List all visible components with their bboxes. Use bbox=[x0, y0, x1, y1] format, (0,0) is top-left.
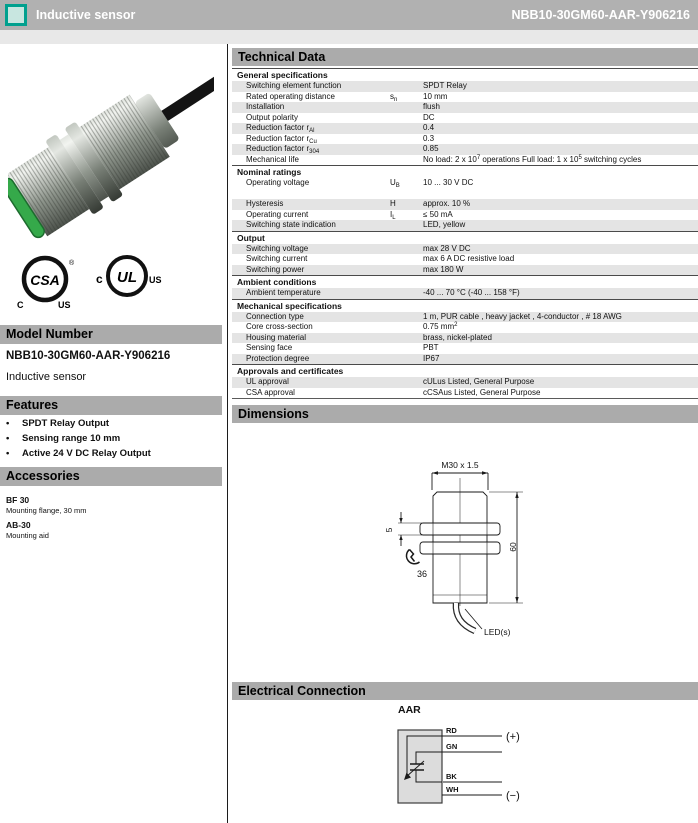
csa-c-label: C bbox=[17, 300, 24, 310]
spec-symbol bbox=[390, 288, 423, 299]
accessory-name: BF 30 bbox=[6, 495, 30, 505]
spec-row bbox=[232, 102, 698, 113]
spec-symbol bbox=[390, 265, 423, 276]
spec-value: LED, yellow bbox=[423, 220, 466, 229]
feature-text: Active 24 V DC Relay Output bbox=[22, 448, 151, 459]
spec-row bbox=[232, 377, 698, 388]
sidebar bbox=[0, 44, 222, 823]
brand-square-icon bbox=[5, 4, 27, 26]
spec-symbol: $U_B$ bbox=[390, 178, 400, 189]
spec-symbol bbox=[390, 81, 423, 92]
spec-symbol: $s_n$ bbox=[390, 91, 398, 103]
spec-label: Reduction factor $r_{304}$ bbox=[246, 144, 320, 155]
spec-label: Switching current bbox=[246, 254, 308, 263]
wiring-diagram bbox=[232, 716, 698, 820]
spec-label: Ambient temperature bbox=[246, 288, 321, 297]
spec-label: Sensing face bbox=[246, 343, 293, 352]
accessory-desc: Mounting flange, 30 mm bbox=[6, 506, 87, 515]
spec-value: IP67 bbox=[423, 353, 440, 363]
feature-item bbox=[6, 419, 218, 429]
spec-section-title: Ambient conditions bbox=[232, 275, 698, 288]
spec-section-title: General specifications bbox=[232, 68, 698, 81]
spec-symbol bbox=[390, 102, 423, 113]
spec-value bbox=[423, 189, 698, 200]
accessory-name: AB-30 bbox=[6, 520, 31, 530]
spec-label: Reduction factor $r_{Cu}$ bbox=[246, 133, 317, 145]
terminal-negative-label: (−) bbox=[506, 790, 520, 802]
spec-row bbox=[232, 199, 698, 210]
spec-symbol bbox=[390, 377, 423, 388]
wrench-size-label: 36 bbox=[417, 569, 428, 579]
thread-dimension-label: M30 x 1.5 bbox=[441, 460, 479, 470]
wire-label-rd: RD bbox=[446, 726, 457, 735]
spec-label: Output polarity bbox=[246, 112, 299, 122]
spec-value: flush bbox=[423, 102, 440, 111]
spec-row bbox=[232, 144, 698, 155]
spec-label: Reduction factor $r_{Al}$ bbox=[246, 123, 315, 134]
spec-value: 0.85 bbox=[423, 144, 439, 153]
model-number-heading: Model Number bbox=[0, 325, 222, 344]
spec-label: Core cross-section bbox=[246, 322, 313, 331]
spec-value: 10 mm bbox=[423, 91, 448, 101]
main-content bbox=[232, 0, 698, 823]
spec-label: Rated operating distance bbox=[246, 91, 335, 101]
spec-label: CSA approval bbox=[246, 387, 295, 397]
spec-section-title: Output bbox=[232, 231, 698, 244]
spec-symbol bbox=[390, 254, 423, 265]
spec-value: cULus Listed, General Purpose bbox=[423, 377, 535, 386]
spec-symbol bbox=[390, 322, 423, 333]
spec-label: Installation bbox=[246, 102, 285, 111]
bullet-icon: • bbox=[6, 433, 10, 444]
feature-item bbox=[6, 434, 218, 444]
spec-label: Operating voltage bbox=[246, 178, 310, 187]
spec-row bbox=[232, 354, 698, 365]
spec-value: ≤ 50 mA bbox=[423, 209, 453, 219]
spec-value: cCSAus Listed, General Purpose bbox=[423, 387, 541, 397]
spec-row bbox=[232, 189, 698, 200]
spec-label: Operating current bbox=[246, 209, 309, 219]
spec-symbol bbox=[390, 312, 423, 323]
spec-row bbox=[232, 388, 698, 399]
spec-symbol bbox=[390, 220, 423, 231]
ul-us-label: US bbox=[149, 275, 162, 285]
spec-value: 1 m, PUR cable , heavy jacket , 4-conductor , # 18 AWG bbox=[423, 311, 622, 321]
bullet-icon: • bbox=[6, 418, 10, 429]
spec-label: UL approval bbox=[246, 377, 289, 386]
feature-text: SPDT Relay Output bbox=[22, 418, 110, 429]
spec-symbol bbox=[390, 123, 423, 134]
spec-section-title: Nominal ratings bbox=[232, 165, 698, 178]
body-length-label: 60 bbox=[508, 542, 518, 552]
spec-value: SPDT Relay bbox=[423, 81, 467, 90]
spec-row bbox=[232, 92, 698, 103]
spec-section-title: Mechanical specifications bbox=[232, 299, 698, 312]
bullet-icon: • bbox=[6, 448, 10, 459]
accessories-list bbox=[6, 490, 218, 540]
ul-logo bbox=[90, 252, 166, 302]
wiring-diagram-title: AAR bbox=[398, 704, 421, 716]
certification-logos bbox=[10, 252, 210, 316]
wire-label-bk: BK bbox=[446, 772, 457, 781]
feature-text: Sensing range 10 mm bbox=[22, 433, 121, 444]
page-title: Inductive sensor bbox=[36, 8, 136, 22]
spec-value: max 28 V DC bbox=[423, 243, 471, 253]
technical-data-heading: Technical Data bbox=[232, 48, 698, 66]
spec-label: Connection type bbox=[246, 311, 304, 321]
spec-value: DC bbox=[423, 112, 435, 122]
accessory-desc: Mounting aid bbox=[6, 531, 49, 540]
features-heading: Features bbox=[0, 396, 222, 415]
spec-symbol bbox=[390, 354, 423, 365]
spec-row bbox=[232, 134, 698, 145]
spec-label: Switching voltage bbox=[246, 243, 309, 253]
spec-row bbox=[232, 312, 698, 323]
spec-label: Mechanical life bbox=[246, 154, 299, 164]
terminal-positive-label: (+) bbox=[506, 731, 520, 743]
spec-row bbox=[232, 178, 698, 189]
spec-value: brass, nickel-plated bbox=[423, 332, 492, 342]
spec-value: -40 ... 70 °C (-40 ... 158 °F) bbox=[423, 288, 520, 297]
spec-label: Housing material bbox=[246, 332, 307, 342]
spec-row bbox=[232, 113, 698, 124]
spec-value: max 6 A DC resistive load bbox=[423, 254, 515, 263]
spec-symbol bbox=[390, 388, 423, 399]
ul-monogram: UL bbox=[117, 269, 137, 286]
csa-us-label: US bbox=[58, 300, 71, 310]
spec-symbol: $I_L$ bbox=[390, 209, 396, 221]
spec-label: Switching state indication bbox=[246, 220, 336, 229]
spec-label bbox=[232, 189, 390, 200]
product-photo bbox=[8, 50, 214, 246]
spec-value: max 180 W bbox=[423, 264, 464, 274]
spec-row bbox=[232, 155, 698, 166]
spec-symbol bbox=[390, 343, 423, 354]
csa-monogram: CSA bbox=[30, 272, 60, 288]
spec-symbol bbox=[390, 134, 423, 145]
spec-row bbox=[232, 254, 698, 265]
feature-item bbox=[6, 449, 218, 459]
spec-value: PBT bbox=[423, 343, 439, 352]
spec-value: No load: 2 x $10^7$ operations Full load: 1 x $10^5$ switching cycles bbox=[423, 154, 642, 164]
spec-label: Hysteresis bbox=[246, 199, 284, 208]
spec-row bbox=[232, 123, 698, 134]
spec-label: Switching element function bbox=[246, 81, 342, 90]
spec-row bbox=[232, 244, 698, 255]
spec-row bbox=[232, 81, 698, 92]
spec-value: approx. 10 % bbox=[423, 199, 471, 208]
model-number-value: NBB10-30GM60-AAR-Y906216 bbox=[6, 350, 171, 362]
dimension-drawing bbox=[232, 428, 698, 648]
dimensions-heading: Dimensions bbox=[232, 405, 698, 423]
spec-row bbox=[232, 288, 698, 299]
spec-value: 0.3 bbox=[423, 133, 435, 143]
spec-symbol bbox=[390, 333, 423, 344]
spec-symbol bbox=[390, 155, 423, 166]
technical-table bbox=[232, 68, 698, 399]
accessories-heading: Accessories bbox=[0, 467, 222, 486]
spec-row bbox=[232, 322, 698, 333]
wrench-icon bbox=[406, 550, 419, 564]
spec-symbol bbox=[390, 144, 423, 155]
spec-symbol bbox=[390, 113, 423, 124]
column-divider bbox=[227, 44, 228, 823]
spec-value: 0.4 bbox=[423, 123, 435, 132]
nut-thickness-label: 5 bbox=[384, 527, 394, 533]
spec-value: 10 ... 30 V DC bbox=[423, 178, 474, 187]
spec-row bbox=[232, 265, 698, 276]
spec-symbol: H bbox=[390, 199, 396, 208]
spec-value: 0.75 $mm^2$ bbox=[423, 322, 458, 331]
spec-label: Protection degree bbox=[246, 353, 310, 363]
csa-registered-icon: ® bbox=[69, 260, 75, 267]
spec-label: Switching power bbox=[246, 264, 305, 274]
model-number-subtitle: Inductive sensor bbox=[6, 371, 87, 383]
csa-logo bbox=[14, 252, 82, 314]
wire-label-gn: GN bbox=[446, 742, 458, 751]
spec-row bbox=[232, 343, 698, 354]
header-model-number: NBB10-30GM60-AAR-Y906216 bbox=[511, 8, 690, 22]
spec-symbol bbox=[390, 244, 423, 255]
features-list bbox=[6, 419, 218, 464]
electrical-connection-heading: Electrical Connection bbox=[232, 682, 698, 700]
spec-symbol bbox=[390, 189, 423, 200]
spec-row bbox=[232, 210, 698, 221]
wire-label-wh: WH bbox=[446, 785, 459, 794]
ul-c-label: c bbox=[96, 272, 103, 286]
spec-row bbox=[232, 220, 698, 231]
led-label: LED(s) bbox=[484, 627, 511, 637]
spec-row bbox=[232, 333, 698, 344]
spec-section-title: Approvals and certificates bbox=[232, 364, 698, 377]
